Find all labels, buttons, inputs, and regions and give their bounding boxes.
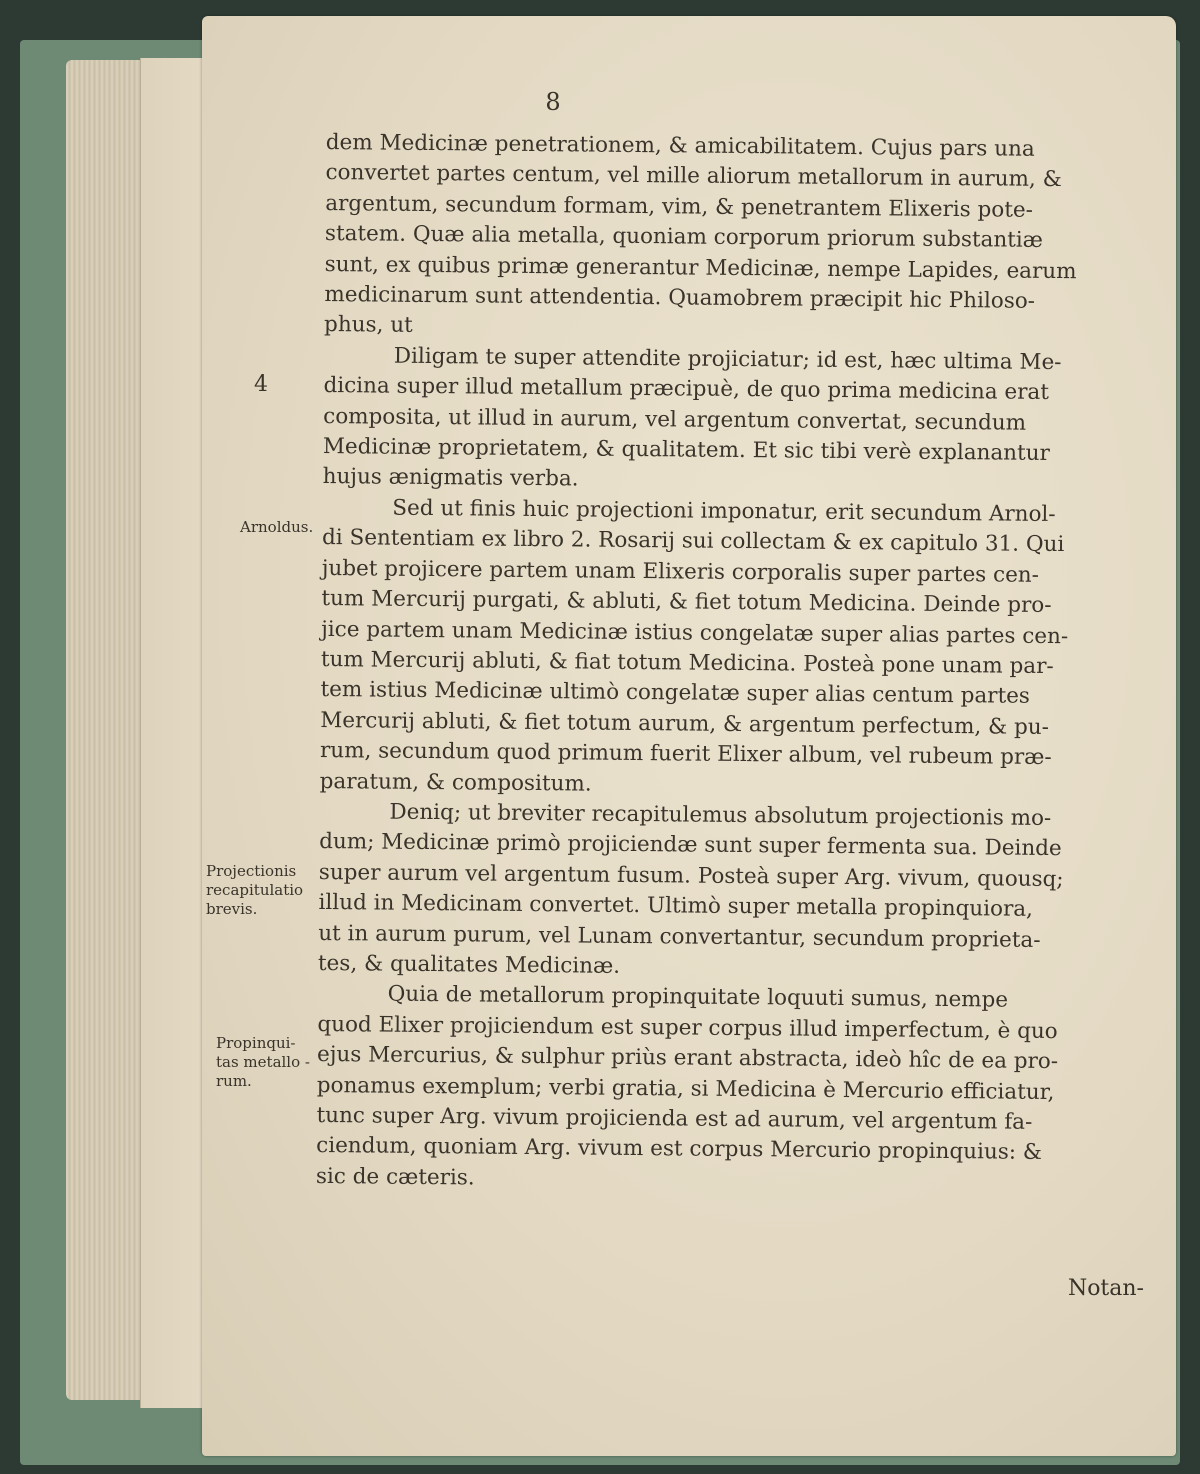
text-line: jubet projicere partem unam Elixeris corporalis super partes cen- [321,555,1040,588]
text-line: Diligam te super attendite projiciatur; id est, hæc ultima Me- [393,343,1062,375]
text-line: phus, ut [323,312,413,339]
text-line: convertet partes centum, vel mille aliorum metallorum in aurum, & [325,160,1062,193]
margin-note-propinquitas [216,1034,310,1091]
paragraph [318,797,1150,987]
margin-numeral: 4 [254,372,268,397]
margin-note-line: rum. [216,1072,252,1090]
margin-note-projectionis [206,862,303,919]
text-line: paratum, & compositum. [319,768,592,797]
margin-note-line: Propinqui- [216,1034,296,1052]
text-line: medicinarum sunt attendentia. Quamobrem præcipit hic Philoso- [324,282,1036,314]
catchword: Notan- [1067,1276,1144,1301]
text-line: ejus Mercurius, & sulphur priùs erant abstracta, ideò hîc de ea pro- [316,1042,1059,1075]
text-line: Medicinæ proprietatem, & qualitatem. Et sic tibi verè explanantur [322,434,1050,467]
margin-note-line: tas metallo - [216,1053,310,1071]
text-line: statem. Quæ alia metalla, quoniam corporum priorum substantiæ [324,221,1044,254]
paragraph [324,128,1156,349]
text-line: tes, & qualitates Medicinæ. [317,950,621,979]
paragraph [316,979,1148,1200]
text-line: di Sententiam ex libro 2. Rosarij sui collectam & ex capitulo 31. Qui [321,525,1065,558]
text-line: dem Medicinæ penetrationem, & amicabilitatem. Cujus pars una [325,129,1035,162]
margin-note-arnoldus: Arnoldus. [240,518,314,536]
text-line: rum, secundum quod primum fuerit Elixer album, vel rubeum præ- [319,738,1052,771]
text-line: tum Mercurij purgati, & abluti, & fiet totum Medicina. Deinde pro- [321,586,1052,619]
text-line: sunt, ex quibus primæ generantur Medicinæ, nempe Lapides, earum [324,251,1077,284]
page-number: 8 [545,88,561,116]
body-text [316,128,1156,1200]
text-line: dicina super illud metallum præcipuè, de quo prima medicina erat [323,373,1050,406]
text-line: argentum, secundum formam, vim, & penetrantem Elixeris pote- [325,190,1034,223]
text-line: sic de cæteris. [315,1163,475,1191]
text-line: jice partem unam Medicinæ istius congelatæ super alias partes cen- [321,616,1069,649]
text-line: Quia de metallorum propinquitate loquuti sumus, nempe [387,982,1009,1013]
paragraph [320,493,1153,805]
text-line: ponamus exemplum; verbi gratia, si Medicina è Mercurio efficiatur, [316,1072,1055,1105]
text-line: quod Elixer projiciendum est super corpus illud imperfectum, è quo [317,1011,1058,1044]
text-line: tum Mercurij abluti, & fiat totum Medicina. Posteà pone unam par- [320,646,1054,679]
text-line: ciendum, quoniam Arg. vivum est corpus Mercurio propinquius: & [316,1133,1043,1166]
text-line: Deniq; ut breviter recapitulemus absolutum projectionis mo- [389,799,1052,831]
margin-note-line: recapitulatio [206,881,304,899]
margin-note-line: Projectionis [206,862,297,880]
paragraph [322,341,1153,501]
margin-note-line: brevis. [206,900,258,918]
text-line: hujus ænigmatis verba. [322,464,579,492]
text-line: illud in Medicinam convertet. Ultimò super metalla propinquiora, [318,890,1034,922]
text-line: ut in aurum purum, vel Lunam convertantur, secundum proprieta- [318,920,1041,953]
text-line: Sed ut finis huic projectioni imponatur, erit secundum Arnol- [392,495,1056,527]
text-line: tunc super Arg. vivum projicienda est ad aurum, vel argentum fa- [316,1102,1033,1135]
text-line: super aurum vel argentum fusum. Posteà super Arg. vivum, quousq; [318,859,1064,892]
text-line: dum; Medicinæ primò projiciendæ sunt super fermenta sua. Deinde [319,829,1062,862]
text-line: Mercurij abluti, & fiet totum aurum, & argentum perfectum, & pu- [320,707,1050,740]
text-line: composita, ut illud in aurum, vel argentum convertat, secundum [323,403,1027,436]
text-line: tem istius Medicinæ ultimò congelatæ super alias centum partes [320,677,1031,710]
